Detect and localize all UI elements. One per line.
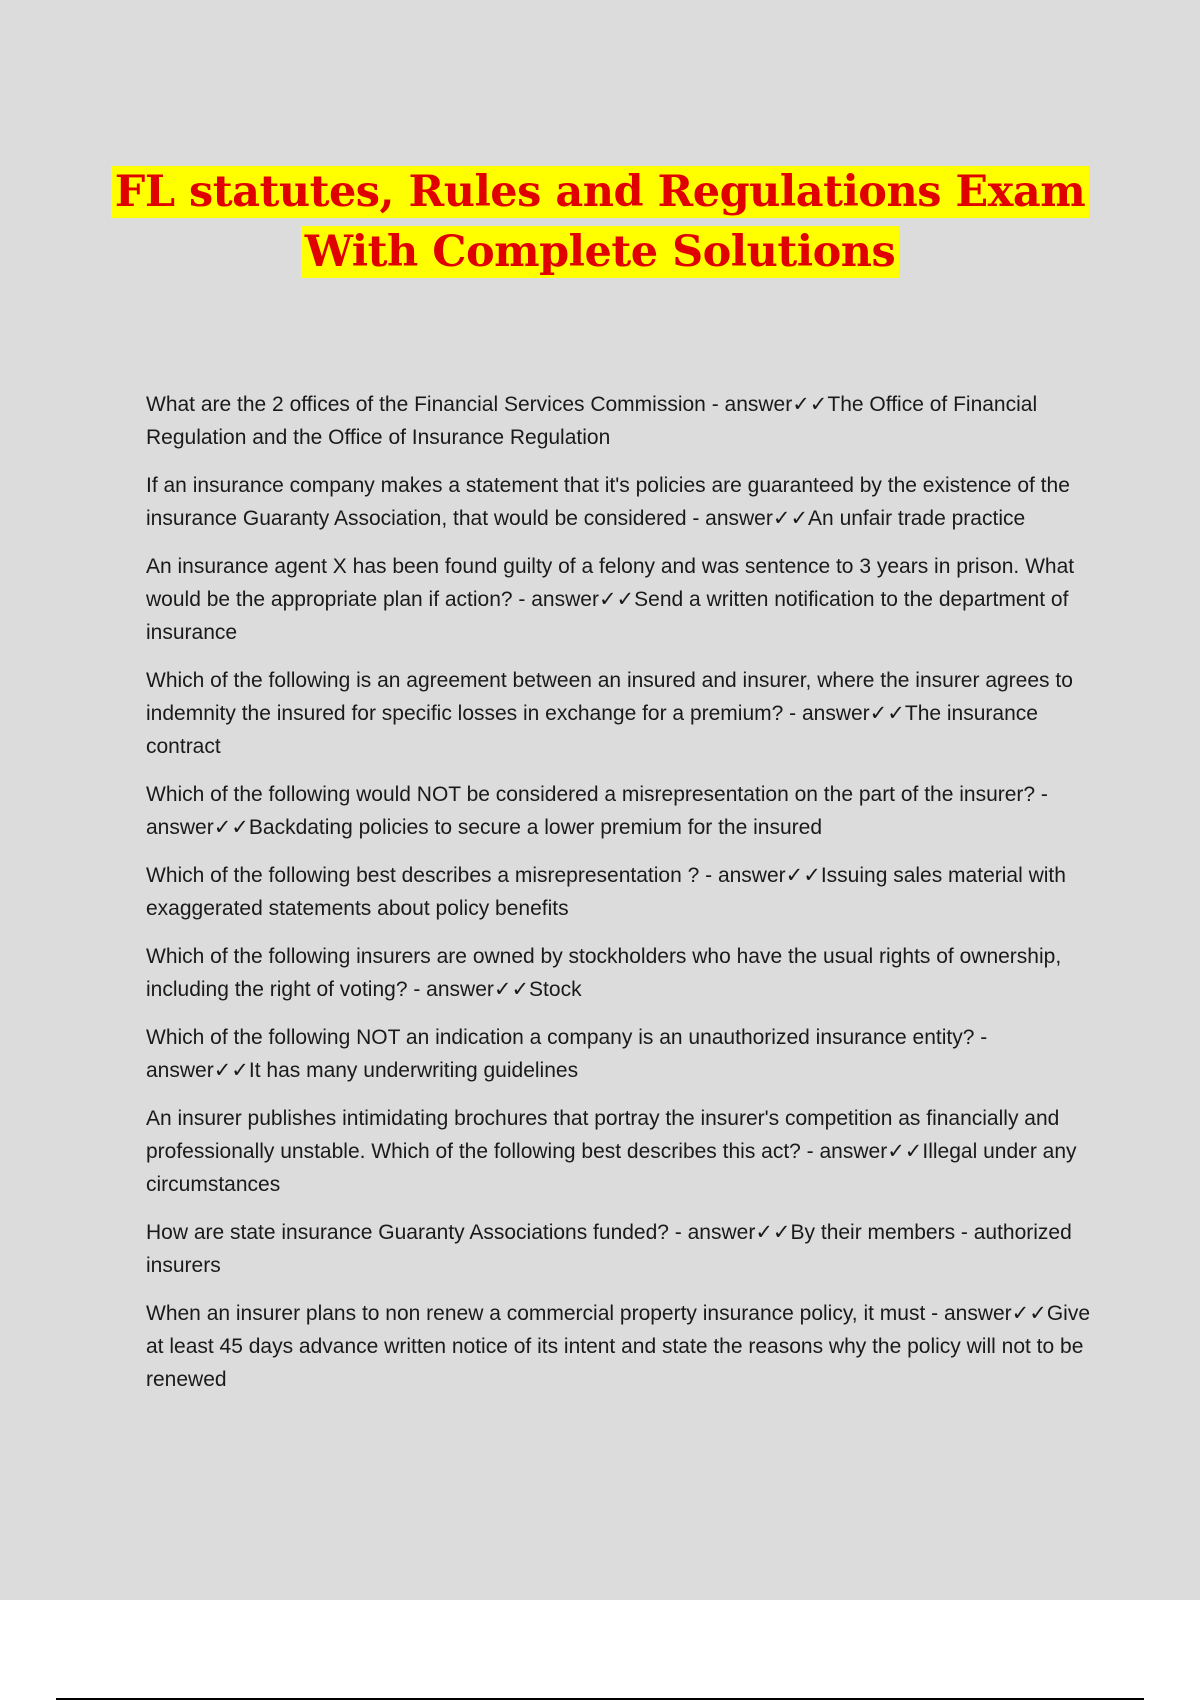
qa-item: Which of the following best describes a misrepresentation ? - answer✓✓Issuing sales material with exaggerated statements about policy benefits <box>146 864 1066 920</box>
qa-item: What are the 2 offices of the Financial Services Commission - answer✓✓The Office of Financial Regulation and the Office of Insurance Regulation <box>146 393 1038 449</box>
qa-item: When an insurer plans to non renew a commercial property insurance policy, it must - answer✓✓Give at least 45 days advance written notice of its intent and state the reasons why the policy will not to be renewed <box>146 1302 1091 1391</box>
qa-item: An insurance agent X has been found guilty of a felony and was sentence to 3 years in prison. What would be the appropriate plan if action? - answer✓✓Send a written notification to the department of insurance <box>146 555 1075 644</box>
qa-item: How are state insurance Guaranty Associations funded? - answer✓✓By their members - authorized insurers <box>146 1221 1072 1277</box>
qa-item: Which of the following would NOT be considered a misrepresentation on the part of the insurer? - answer✓✓Backdating policies to secure a lower premium for the insured <box>146 783 1048 839</box>
qa-item: Which of the following NOT an indication a company is an unauthorized insurance entity? - answer✓✓It has many underwriting guidelines <box>146 1026 988 1082</box>
title-line-2: With Complete Solutions <box>301 226 900 278</box>
document-title <box>0 166 1200 286</box>
qa-item: Which of the following is an agreement between an insured and insurer, where the insurer agrees to indemnity the insured for specific losses in exchange for a premium? - answer✓✓The insurance contract <box>146 669 1073 758</box>
title-line-1: FL statutes, Rules and Regulations Exam <box>111 166 1089 218</box>
qa-list <box>146 388 1092 1411</box>
qa-item: Which of the following insurers are owned by stockholders who have the usual rights of ownership, including the right of voting? - answer✓✓Stock <box>146 945 1062 1001</box>
qa-item: An insurer publishes intimidating brochures that portray the insurer's competition as financially and professionally unstable. Which of the following best describes this act? - answer✓✓Illegal under any circumstances <box>146 1107 1077 1196</box>
qa-item: If an insurance company makes a statement that it's policies are guaranteed by the existence of the insurance Guaranty Association, that would be considered - answer✓✓An unfair trade practice <box>146 474 1070 530</box>
